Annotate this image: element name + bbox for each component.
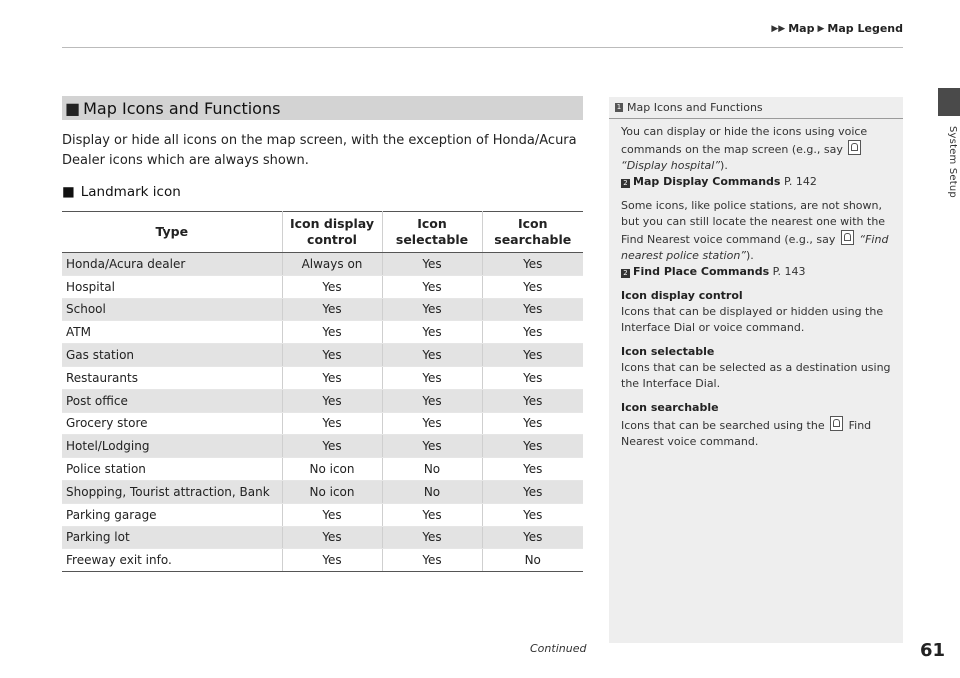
row-type-cell: Hotel/Lodging [62,435,282,458]
definition-text: Icons that can be displayed or hidden using the Interface Dial or voice command. [621,305,884,334]
definition-term: Icon selectable [621,345,715,358]
row-value-cell: Yes [382,412,482,435]
page-reference-number[interactable]: P. 142 [783,175,817,188]
notes-title: Map Icons and Functions [627,101,763,114]
row-value-cell: Yes [382,435,482,458]
row-value-cell: Yes [282,412,382,435]
row-value-cell: Yes [282,344,382,367]
definition-term: Icon display control [621,289,743,302]
notes-header [609,97,903,119]
arrow-right-icon: ▶ [817,23,825,34]
definition [621,400,891,450]
table-row [62,275,583,298]
row-value-cell: Yes [282,503,382,526]
notes-panel [609,97,903,643]
notes-body [609,119,903,450]
definition-text: Icons that can be selected as a destination using the Interface Dial. [621,361,891,390]
row-value-cell: Yes [282,389,382,412]
section-header [62,96,583,120]
row-value-cell: Yes [382,389,482,412]
row-value-cell: Yes [282,275,382,298]
row-type-cell: Honda/Acura dealer [62,253,282,276]
row-value-cell: Yes [282,366,382,389]
table-body [62,253,583,572]
page-reference-icon: 2 [621,269,630,278]
definition-text: Icons that can be searched using the [621,419,825,432]
row-value-cell: Yes [482,458,583,481]
row-value-cell: Yes [482,321,583,344]
table-header-row [62,212,583,253]
section-title: Map Icons and Functions [83,98,281,118]
chapter-tab [938,88,960,116]
arrow-right-icon: ▶▶ [771,23,786,34]
subheading-text: Landmark icon [80,184,181,200]
row-value-cell: Yes [482,526,583,549]
definition-text: Find Nearest voice command. [621,419,872,448]
row-value-cell: Yes [482,389,583,412]
row-value-cell: Yes [382,503,482,526]
row-type-cell: Parking lot [62,526,282,549]
breadcrumb-map-legend[interactable]: Map Legend [827,22,903,35]
talk-button-icon [841,230,854,245]
row-value-cell: Yes [482,275,583,298]
intro-text: Display or hide all icons on the map screen, with the exception of Honda/Acura Dealer icons which are always shown. [62,133,577,168]
note-text: ). [720,159,728,172]
row-value-cell: Yes [282,549,382,572]
row-value-cell: Yes [282,526,382,549]
row-value-cell: No icon [282,458,382,481]
row-type-cell: Freeway exit info. [62,549,282,572]
row-value-cell: Yes [282,321,382,344]
row-type-cell: Shopping, Tourist attraction, Bank [62,480,282,503]
page-reference-link[interactable]: Map Display Commands [633,175,781,188]
row-value-cell: Yes [382,321,482,344]
row-type-cell: Hospital [62,275,282,298]
row-value-cell: Yes [482,503,583,526]
row-value-cell: Yes [382,344,482,367]
page-reference-number[interactable]: P. 143 [772,265,806,278]
definition-term: Icon searchable [621,401,719,414]
row-value-cell: Yes [482,480,583,503]
table-row [62,412,583,435]
table-row [62,344,583,367]
landmark-icon-table [62,211,583,572]
row-value-cell: No [382,458,482,481]
table-row [62,253,583,276]
row-value-cell: Yes [382,526,482,549]
row-value-cell: Yes [482,253,583,276]
chapter-label: System Setup [947,126,958,198]
row-type-cell: School [62,298,282,321]
row-value-cell: No [482,549,583,572]
square-bullet-icon: ■ [62,184,75,200]
row-value-cell: Yes [482,344,583,367]
note-paragraph [621,198,891,280]
row-type-cell: Post office [62,389,282,412]
row-type-cell: Restaurants [62,366,282,389]
row-value-cell: Yes [282,298,382,321]
row-value-cell: Yes [382,253,482,276]
table-row [62,321,583,344]
table-row [62,366,583,389]
reference-icon: 1 [616,103,622,111]
row-value-cell: No icon [282,480,382,503]
row-type-cell: Parking garage [62,503,282,526]
row-value-cell: Yes [382,549,482,572]
talk-button-icon [848,140,861,155]
row-value-cell: No [382,480,482,503]
note-text: You can display or hide the icons using voice commands on the map screen (e.g., say [621,125,868,156]
table-row [62,549,583,572]
row-type-cell: Grocery store [62,412,282,435]
row-value-cell: Yes [382,366,482,389]
row-value-cell: Yes [482,412,583,435]
column-header: Type [62,212,282,253]
row-value-cell: Yes [482,435,583,458]
breadcrumb-map[interactable]: Map [788,22,815,35]
row-value-cell: Yes [482,366,583,389]
table-row [62,298,583,321]
row-type-cell: ATM [62,321,282,344]
square-bullet-icon: ■ [65,98,81,118]
row-type-cell: Police station [62,458,282,481]
definition [621,344,891,392]
continued-label: Continued [530,642,587,655]
page-reference-link[interactable]: Find Place Commands [633,265,770,278]
table-row [62,526,583,549]
row-value-cell: Yes [382,298,482,321]
column-header: Icon searchable [482,212,583,253]
definition [621,288,891,336]
column-header: Icon selectable [382,212,482,253]
note-paragraph [621,124,891,190]
breadcrumb [771,22,903,35]
note-text: Some icons, like police stations, are not shown, but you can still locate the nearest one with the Find Nearest voice command (e.g., say [621,199,886,246]
page-reference-icon: 2 [621,179,630,188]
table-row [62,435,583,458]
row-value-cell: Yes [282,435,382,458]
table-row [62,389,583,412]
row-value-cell: Always on [282,253,382,276]
subheading [62,184,181,200]
row-type-cell: Gas station [62,344,282,367]
note-example: “Display hospital” [621,159,721,172]
table-row [62,458,583,481]
page-number: 61 [920,640,946,661]
talk-button-icon [830,416,843,431]
row-value-cell: Yes [482,298,583,321]
row-value-cell: Yes [382,275,482,298]
column-header: Icon display control [282,212,382,253]
table-row [62,480,583,503]
header-divider [62,47,903,48]
table-row [62,503,583,526]
note-text: ). [746,249,754,262]
note-example: “Find nearest police station” [621,233,889,262]
